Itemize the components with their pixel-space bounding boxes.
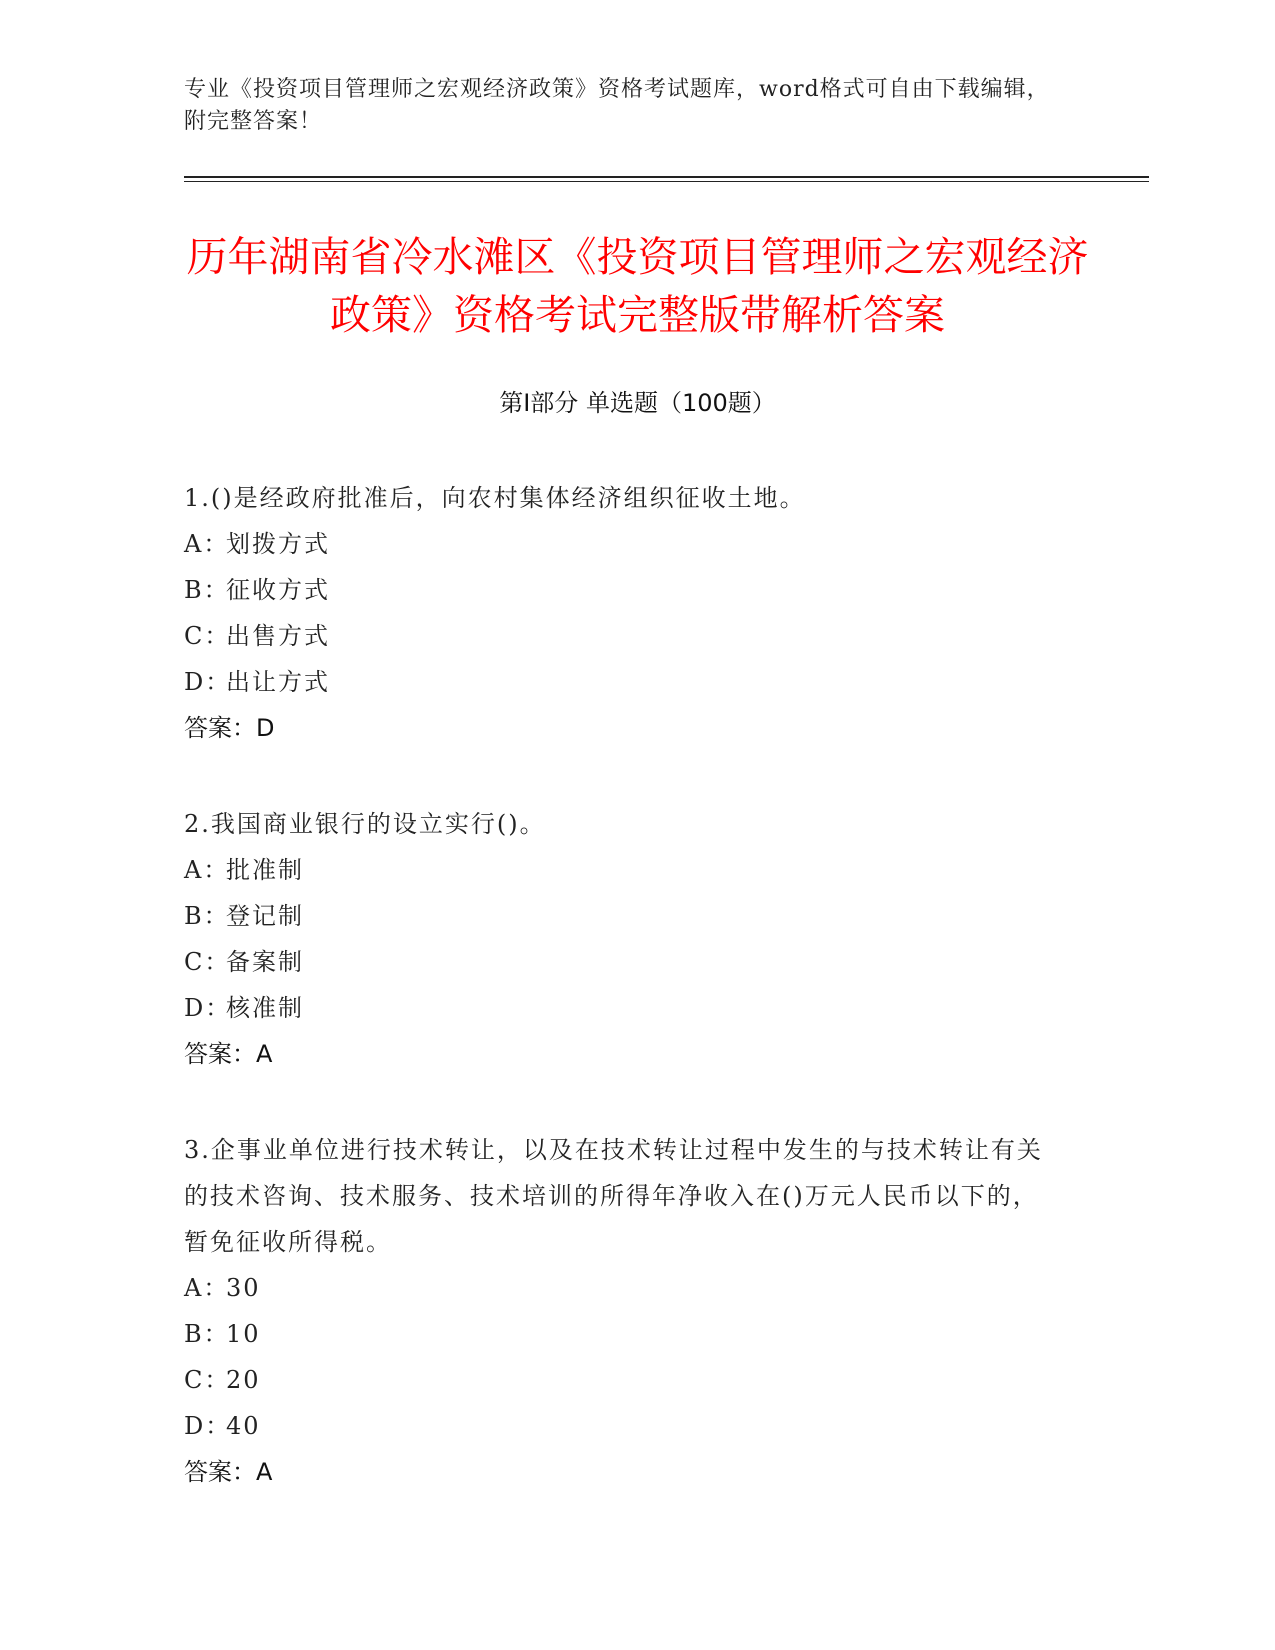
option-key: D：: [184, 1412, 232, 1440]
option-c: [184, 613, 1064, 659]
option-d: [184, 985, 1064, 1031]
option-text: 出售方式: [226, 622, 330, 650]
option-key: A：: [184, 856, 230, 884]
answer-line: 答案：A: [184, 1040, 273, 1068]
option-key: D：: [184, 668, 232, 696]
question-stem: 2.我国商业银行的设立实行()。: [184, 810, 546, 838]
option-text: 核准制: [226, 994, 304, 1022]
option-a: [184, 847, 1064, 893]
option-key: A：: [184, 530, 230, 558]
option-b: [184, 893, 1064, 939]
option-d: [184, 659, 1064, 705]
option-key: B：: [184, 576, 230, 604]
option-key: A：: [184, 1274, 230, 1302]
option-c: [184, 1357, 1064, 1403]
answer-line: 答案：A: [184, 1458, 273, 1486]
option-b: [184, 1311, 1064, 1357]
option-key: C：: [184, 1366, 231, 1394]
question-list: [184, 475, 1064, 1545]
option-text: 20: [226, 1366, 261, 1394]
option-text: 出让方式: [226, 668, 330, 696]
option-text: 批准制: [226, 856, 304, 884]
option-key: B：: [184, 1320, 230, 1348]
document-title: 历年湖南省冷水滩区《投资项目管理师之宏观经济政策》资格考试完整版带解析答案: [186, 233, 1089, 339]
option-text: 40: [226, 1412, 261, 1440]
answer-line: 答案：D: [184, 714, 275, 742]
question-stem: 3.企事业单位进行技术转让，以及在技术转让过程中发生的与技术转让有关的技术咨询、技术服务、技术培训的所得年净收入在()万元人民币以下的，暂免征收所得税。: [184, 1136, 1043, 1256]
option-text: 划拨方式: [226, 530, 330, 558]
option-text: 备案制: [226, 948, 304, 976]
header-note: 专业《投资项目管理师之宏观经济政策》资格考试题库，word格式可自由下载编辑，附完整答案！: [184, 77, 1050, 134]
option-b: [184, 567, 1064, 613]
option-d: [184, 1403, 1064, 1449]
question-3: [184, 1127, 1064, 1495]
option-text: 登记制: [226, 902, 304, 930]
option-key: C：: [184, 948, 231, 976]
option-a: [184, 1265, 1064, 1311]
section-title: 第Ⅰ部分 单选题（100题）: [499, 389, 776, 417]
option-a: [184, 521, 1064, 567]
question-2: [184, 801, 1064, 1077]
header-divider-thin: [184, 181, 1149, 182]
option-c: [184, 939, 1064, 985]
option-key: C：: [184, 622, 231, 650]
option-text: 10: [226, 1320, 261, 1348]
option-key: D：: [184, 994, 232, 1022]
question-1: [184, 475, 1064, 751]
header-divider-thick: [184, 176, 1149, 178]
question-stem: 1.()是经政府批准后，向农村集体经济组织征收土地。: [184, 484, 806, 512]
option-key: B：: [184, 902, 230, 930]
option-text: 征收方式: [226, 576, 330, 604]
option-text: 30: [226, 1274, 261, 1302]
